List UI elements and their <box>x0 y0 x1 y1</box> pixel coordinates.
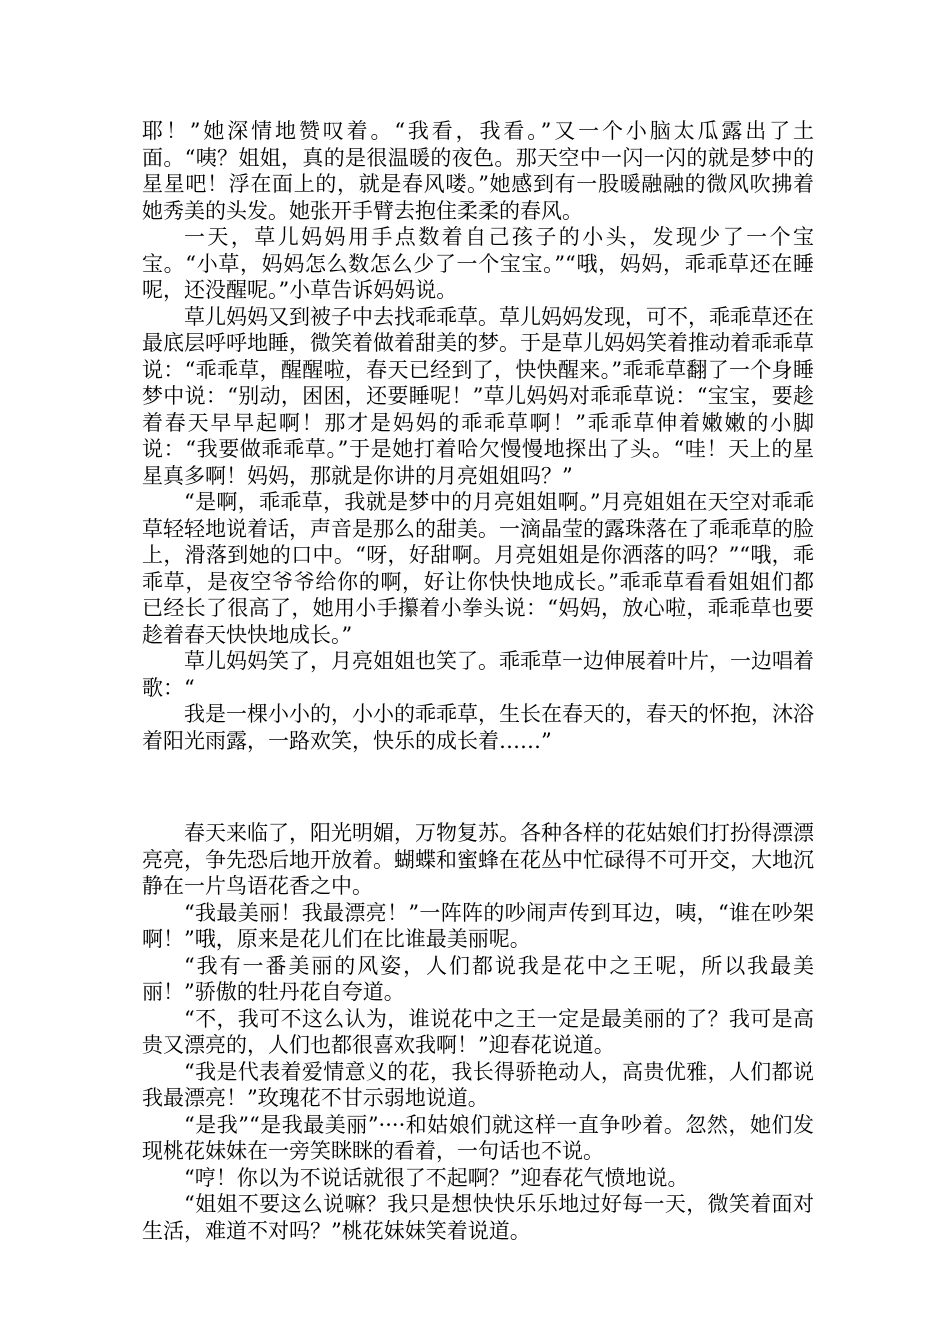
paragraph: “姐姐不要这么说嘛？我只是想快快乐乐地过好每一天，微笑着面对生活，难道不对吗？”桃花妹妹笑着说道。 <box>142 1192 814 1243</box>
paragraph: 春天来临了，阳光明媚，万物复苏。各种各样的花姑娘们打扮得漂漂亮亮，争先恐后地开放着。蝴蝶和蜜蜂在花丛中忙碌得不可开交，大地沉静在一片鸟语花香之中。 <box>142 821 814 898</box>
paragraph: “哼！你以为不说话就很了不起啊？”迎春花气愤地说。 <box>184 1165 689 1190</box>
paragraph: “是啊，乖乖草，我就是梦中的月亮姐姐啊。”月亮姐姐在天空对乖乖草轻轻地说着话，声音是那么的甜美。一滴晶莹的露珠落在了乖乖草的脸上，滑落到她的口中。“呀，好甜啊。月亮姐姐是你洒落的吗？”“哦，乖乖草，是夜空爷爷给你的啊，好让你快快地成长。”乖乖草看看姐姐们都已经长了很高了，她用小手攥着小拳头说：“妈妈，放心啦，乖乖草也要趁着春天快快地成长。” <box>142 490 814 647</box>
paragraph: 草儿妈妈笑了，月亮姐姐也笑了。乖乖草一边伸展着叶片，一边唱着歌：“ <box>142 649 814 700</box>
paragraph: 草儿妈妈又到被子中去找乖乖草。草儿妈妈发现，可不，乖乖草还在最底层呼呼地睡，微笑着做着甜美的梦。于是草儿妈妈笑着推动着乖乖草说：“乖乖草，醒醒啦，春天已经到了，快快醒来。”乖乖草翻了一个身睡梦中说：“别动，困困，还要睡呢！”草儿妈妈对乖乖草说：“宝宝，要趁着春天早早起啊！那才是妈妈的乖乖草啊！”乖乖草伸着嫩嫩的小脚说：“我要做乖乖草。”于是她打着哈欠慢慢地探出了头。“哇！天上的星星真多啊！妈妈，那就是你讲的月亮姐姐吗？” <box>142 304 814 488</box>
paragraph: 耶！”她深情地赞叹着。“我看，我看。”又一个小脑太瓜露出了土面。“咦？姐姐，真的是很温暖的夜色。那天空中一闪一闪的就是梦中的星星吧！浮在面上的，就是春风喽。”她感到有一股暖融融的微风吹拂着她秀美的头发。她张开手臂去抱住柔柔的春风。 <box>142 119 814 223</box>
paragraph: “我最美丽！我最漂亮！”一阵阵的吵闹声传到耳边，咦，“谁在吵架啊！”哦，原来是花儿们在比谁最美丽呢。 <box>142 900 814 951</box>
paragraph: “我是代表着爱情意义的花，我长得骄艳动人，高贵优雅，人们都说我最漂亮！”玫瑰花不甘示弱地说道。 <box>142 1059 814 1110</box>
paragraph: “是我”“是我最美丽”····和姑娘们就这样一直争吵着。忽然，她们发现桃花妹妹在一旁笑眯眯的看着，一句话也不说。 <box>142 1112 814 1163</box>
story-section-flowers <box>142 820 814 1244</box>
story-section-grass <box>142 118 814 754</box>
paragraph: “不，我可不这么认为，谁说花中之王一定是最美丽的了？我可是高贵又漂亮的，人们也都很喜欢我啊！”迎春花说道。 <box>142 1006 814 1057</box>
paragraph: 我是一棵小小的，小小的乖乖草，生长在春天的，春天的怀抱，沐浴着阳光雨露，一路欢笑，快乐的成长着……” <box>142 702 814 753</box>
paragraph: “我有一番美丽的风姿，人们都说我是花中之王呢，所以我最美丽！”骄傲的牡丹花自夸道。 <box>142 953 814 1004</box>
paragraph: 一天，草儿妈妈用手点数着自己孩子的小头，发现少了一个宝宝。“小草，妈妈怎么数怎么少了一个宝宝。”“哦，妈妈，乖乖草还在睡呢，还没醒呢。”小草告诉妈妈说。 <box>142 225 814 302</box>
